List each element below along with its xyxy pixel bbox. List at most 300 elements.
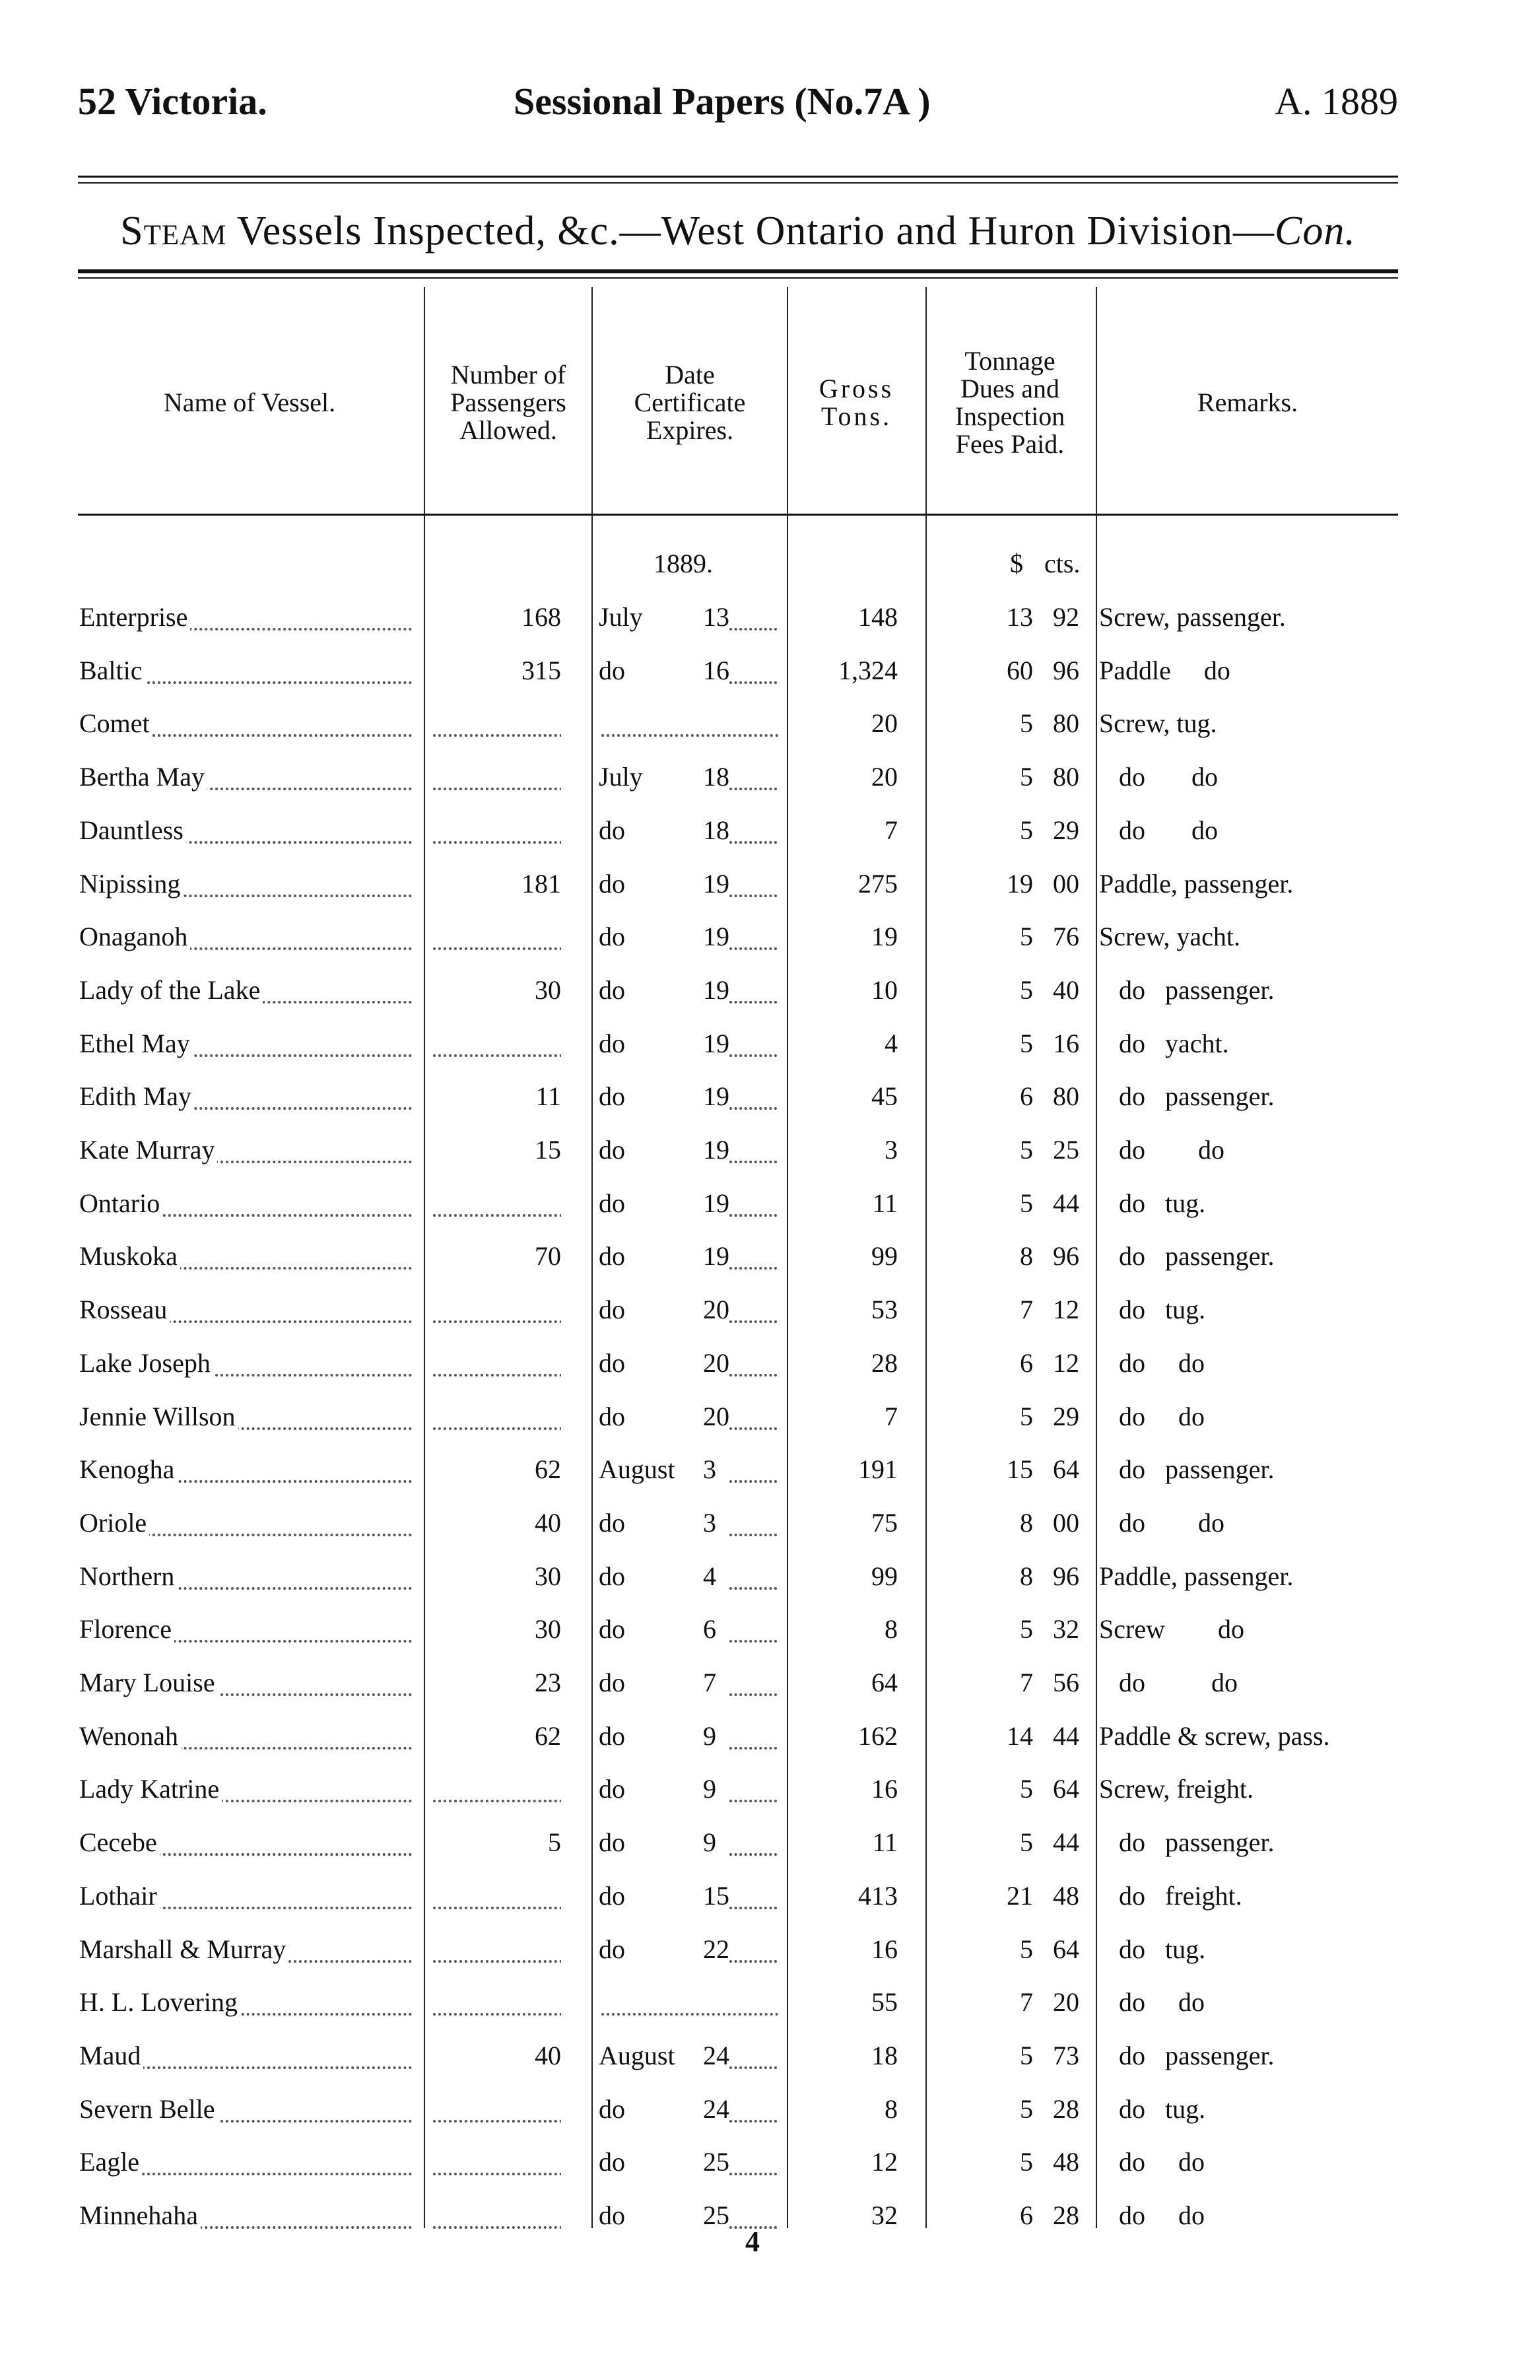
- remarks: do passenger.: [1099, 975, 1275, 1005]
- title-main: Vessels Inspected, &c.—West Ontario and Huron Division—: [226, 209, 1275, 254]
- dot-leader: [729, 1267, 777, 1270]
- vessel-name-text: Edith May: [79, 1081, 194, 1111]
- date-cell: [597, 591, 782, 644]
- passengers-cell: [429, 751, 587, 803]
- vessel-name-text: Onaganoh: [79, 922, 190, 951]
- vessel-name-text: Northern: [79, 1561, 177, 1591]
- remarks: Screw do: [1099, 1614, 1244, 1644]
- table-row: [0, 2083, 1540, 2136]
- table-row: [0, 1870, 1540, 1922]
- passengers-value: 15: [535, 1135, 587, 1165]
- table-row: [0, 751, 1540, 803]
- date-month: do: [599, 975, 625, 1005]
- passengers-value: [561, 1348, 587, 1378]
- date-day: 9: [703, 1721, 716, 1751]
- date-month: do: [599, 922, 625, 951]
- dues-cell: [931, 644, 1079, 697]
- vessel-name: [79, 697, 416, 750]
- passengers-cell: [429, 1976, 587, 2029]
- date-month: do: [599, 1135, 625, 1165]
- dot-leader: [729, 1374, 777, 1377]
- gross-tons: 12: [871, 2147, 898, 2177]
- passengers-cell: [429, 1870, 587, 1922]
- dues-dollars: 19: [1007, 869, 1033, 899]
- dues-cents: 80: [1053, 762, 1079, 792]
- dues-dollars: 5: [1020, 2147, 1033, 2177]
- date-day: 24: [703, 2094, 729, 2124]
- dot-leader: [729, 1534, 777, 1536]
- remarks: Paddle & screw, pass.: [1099, 1721, 1330, 1751]
- passengers-value: [561, 2200, 587, 2230]
- passengers-value: 30: [535, 975, 587, 1005]
- dues-cents: 29: [1053, 815, 1079, 845]
- date-day: 20: [703, 1295, 729, 1324]
- vessel-name-text: Severn Belle: [79, 2094, 218, 2124]
- gross-tons: 99: [871, 1561, 898, 1591]
- dues-cell: [931, 1550, 1079, 1603]
- table-row: [0, 2136, 1540, 2189]
- vessel-name: [79, 2189, 416, 2242]
- date-day: 3: [703, 1454, 716, 1484]
- passengers-cell: [429, 1124, 587, 1176]
- date-cell: [597, 697, 782, 750]
- remarks: Paddle do: [1099, 656, 1230, 685]
- dues-cents: 29: [1053, 1402, 1079, 1431]
- remarks: do do: [1099, 1402, 1205, 1431]
- passengers-value: [561, 1295, 587, 1324]
- gross-tons: 32: [871, 2200, 898, 2230]
- vessel-name-text: H. L. Lovering: [79, 1987, 240, 2017]
- passengers-value: [561, 1881, 587, 1911]
- passengers-value: [561, 2094, 587, 2124]
- vessel-name: [79, 1124, 416, 1176]
- date-month: do: [599, 1295, 625, 1324]
- gross-tons: 10: [871, 975, 898, 1005]
- table-row: [0, 697, 1540, 750]
- table-row: [0, 1816, 1540, 1869]
- remarks: Paddle, passenger.: [1099, 869, 1294, 899]
- passengers-cell: [429, 1603, 587, 1656]
- dues-cell: [931, 1443, 1079, 1496]
- dues-cents: 73: [1053, 2041, 1079, 2070]
- date-month: do: [599, 1188, 625, 1218]
- column-header-gross: Gross Tons.: [819, 374, 894, 431]
- dues-cell: [931, 1124, 1079, 1176]
- gross-tons: 64: [871, 1668, 898, 1697]
- date-cell: [597, 964, 782, 1017]
- column-header-dues: Tonnage Dues and Inspection Fees Paid.: [954, 346, 1065, 459]
- gross-tons: 28: [871, 1348, 898, 1378]
- vessel-name-text: Kenogha: [79, 1454, 177, 1484]
- dues-dollars: 7: [1020, 1295, 1033, 1324]
- vessel-name: [79, 751, 416, 803]
- date-cell: [597, 1923, 782, 1976]
- vessel-name: [79, 2083, 416, 2136]
- remarks: Screw, tug.: [1099, 708, 1217, 738]
- dues-cell: [931, 697, 1079, 750]
- date-month: do: [599, 2147, 625, 2177]
- passengers-value: 168: [521, 602, 587, 632]
- dues-cell: [931, 1017, 1079, 1070]
- vessel-name: [79, 1763, 416, 1816]
- date-day: 9: [703, 1827, 716, 1857]
- date-day: 20: [703, 1402, 729, 1431]
- vessel-name-text: Jennie Willson: [79, 1402, 238, 1431]
- dues-cell: [931, 2083, 1079, 2136]
- dues-cents: 92: [1053, 602, 1079, 632]
- passengers-cell: [429, 910, 587, 963]
- passengers-value: [561, 1934, 587, 1964]
- passengers-cell: [429, 1550, 587, 1603]
- vessel-name-text: Mary Louise: [79, 1668, 218, 1697]
- gross-tons: 20: [871, 708, 898, 738]
- date-month: do: [599, 1508, 625, 1538]
- dues-dollars: 5: [1020, 815, 1033, 845]
- dues-dollars: 21: [1007, 1881, 1033, 1911]
- date-day: 6: [703, 1614, 716, 1644]
- dues-cell: [931, 910, 1079, 963]
- passengers-value: 23: [535, 1668, 587, 1697]
- vessel-name-text: Dauntless: [79, 815, 186, 845]
- dues-cell: [931, 591, 1079, 644]
- date-cell: [597, 2136, 782, 2189]
- date-month: do: [599, 1668, 625, 1697]
- dues-cell: [931, 1656, 1079, 1709]
- date-day: 19: [703, 1081, 729, 1111]
- date-month: do: [599, 1561, 625, 1591]
- dues-cents: 25: [1053, 1135, 1079, 1165]
- passengers-cell: [429, 1390, 587, 1443]
- date-month: do: [599, 815, 625, 845]
- vessel-name-text: Lothair: [79, 1881, 160, 1911]
- dot-leader: [729, 1001, 777, 1003]
- dues-cell: [931, 751, 1079, 803]
- title-rule-1: [78, 269, 1398, 273]
- passengers-cell: [429, 1337, 587, 1390]
- gross-tons: 11: [872, 1188, 898, 1218]
- dues-dollars: 7: [1020, 1987, 1033, 2017]
- dollars-unit: $: [1010, 549, 1023, 578]
- gross-tons: 148: [858, 602, 898, 632]
- header-rule-2: [78, 182, 1398, 184]
- column-header-remarks: Remarks.: [1197, 388, 1298, 417]
- passengers-cell: [429, 1070, 587, 1123]
- gross-tons: 8: [885, 1614, 898, 1644]
- vessel-name: [79, 591, 416, 644]
- vessel-name-text: Oriole: [79, 1508, 149, 1538]
- remarks: do passenger.: [1099, 1241, 1275, 1271]
- gross-tons: 19: [871, 922, 898, 951]
- passengers-value: [561, 815, 587, 845]
- vessel-name: [79, 1923, 416, 1976]
- table-row: [0, 1710, 1540, 1763]
- date-month: do: [599, 1241, 625, 1271]
- date-cell: [597, 2083, 782, 2136]
- date-month: do: [599, 1081, 625, 1111]
- vessel-name-text: Cecebe: [79, 1827, 160, 1857]
- vessel-name: [79, 644, 416, 697]
- remarks: do do: [1099, 1987, 1205, 2017]
- vessel-name-text: Minnehaha: [79, 2200, 201, 2230]
- date-day: 20: [703, 1348, 729, 1378]
- dues-dollars: 5: [1020, 708, 1033, 738]
- dues-cents: 80: [1053, 1081, 1079, 1111]
- passengers-cell: [429, 1816, 587, 1869]
- date-month: do: [599, 1721, 625, 1751]
- dues-dollars: 5: [1020, 1827, 1033, 1857]
- date-month: do: [599, 1881, 625, 1911]
- table-row: [0, 804, 1540, 857]
- dues-dollars: 6: [1020, 2200, 1033, 2230]
- passengers-cell: [429, 2029, 587, 2082]
- date-cell: [597, 1497, 782, 1549]
- passengers-value: 40: [535, 2041, 587, 2070]
- vessel-name-text: Eagle: [79, 2147, 142, 2177]
- dot-leader: [729, 2120, 777, 2123]
- dues-cell: [931, 1070, 1079, 1123]
- passengers-cell: [429, 2136, 587, 2189]
- dot-leader: [729, 1480, 777, 1483]
- date-month: do: [599, 2094, 625, 2124]
- dot-leader: [729, 947, 777, 950]
- dues-cell: [931, 1816, 1079, 1869]
- date-month: July: [599, 762, 643, 792]
- remarks: Paddle, passenger.: [1099, 1561, 1294, 1591]
- gross-tons: 413: [858, 1881, 898, 1911]
- vessel-name: [79, 910, 416, 963]
- dues-dollars: 8: [1020, 1508, 1033, 1538]
- passengers-cell: [429, 1763, 587, 1816]
- passengers-cell: [429, 1017, 587, 1070]
- dues-dollars: 8: [1020, 1561, 1033, 1591]
- dot-leader: [601, 734, 778, 737]
- dot-leader: [729, 895, 777, 897]
- passengers-value: 70: [535, 1241, 587, 1271]
- dues-cents: 64: [1053, 1934, 1079, 1964]
- passengers-value: [561, 2147, 587, 2177]
- dues-cell: [931, 1870, 1079, 1922]
- date-cell: [597, 858, 782, 910]
- dues-cell: [931, 964, 1079, 1017]
- vessel-name-text: Ontario: [79, 1188, 162, 1218]
- dues-cents: 00: [1053, 1508, 1079, 1538]
- dues-cell: [931, 1603, 1079, 1656]
- gross-tons: 8: [885, 2094, 898, 2124]
- title-smallcaps: Steam: [120, 209, 227, 254]
- date-month: do: [599, 656, 625, 685]
- passengers-value: 315: [521, 656, 587, 685]
- passengers-value: [561, 1402, 587, 1431]
- column-header-rule: [78, 514, 1398, 516]
- passengers-cell: [429, 644, 587, 697]
- table-row: [0, 1763, 1540, 1816]
- passengers-value: [561, 1774, 587, 1804]
- date-month: July: [599, 602, 643, 632]
- date-cell: [597, 1710, 782, 1763]
- date-cell: [597, 751, 782, 803]
- vessel-name: [79, 1603, 416, 1656]
- remarks: do freight.: [1099, 1881, 1242, 1911]
- passengers-cell: [429, 2189, 587, 2242]
- gross-tons: 20: [871, 762, 898, 792]
- dues-dollars: 5: [1020, 1029, 1033, 1058]
- date-cell: [597, 1283, 782, 1336]
- remarks: do do: [1099, 1508, 1224, 1538]
- table-row: [0, 1017, 1540, 1070]
- vessel-name-text: Kate Murray: [79, 1135, 217, 1165]
- gross-tons: 75: [871, 1508, 898, 1538]
- table-row: [0, 1923, 1540, 1976]
- date-cell: [597, 1017, 782, 1070]
- remarks: Screw, freight.: [1099, 1774, 1254, 1804]
- table-row: [0, 644, 1540, 697]
- vessel-name-text: Lady of the Lake: [79, 975, 263, 1005]
- dot-leader: [729, 1853, 777, 1856]
- date-day: 19: [703, 922, 729, 951]
- gross-tons: 162: [858, 1721, 898, 1751]
- dues-cents: 96: [1053, 656, 1079, 685]
- date-cell: [597, 1656, 782, 1709]
- gross-tons: 11: [872, 1827, 898, 1857]
- date-cell: [597, 1976, 782, 2029]
- table-row: [0, 2029, 1540, 2082]
- title-rule-2: [78, 277, 1398, 279]
- date-cell: [597, 1550, 782, 1603]
- dues-cents: 96: [1053, 1561, 1079, 1591]
- date-cell: [597, 1070, 782, 1123]
- passengers-cell: [429, 1230, 587, 1283]
- table-row: [0, 1550, 1540, 1603]
- table-row: [0, 1124, 1540, 1176]
- date-day: 25: [703, 2200, 729, 2230]
- table-row: [0, 1283, 1540, 1336]
- passengers-cell: [429, 697, 587, 750]
- header-papers: Sessional Papers (No.7A ): [514, 80, 931, 123]
- dues-dollars: 6: [1020, 1081, 1033, 1111]
- remarks: do passenger.: [1099, 1081, 1275, 1111]
- date-month: do: [599, 1827, 625, 1857]
- table-row: [0, 1603, 1540, 1656]
- table-row: [0, 1070, 1540, 1123]
- date-month: do: [599, 1348, 625, 1378]
- remarks: do do: [1099, 1348, 1205, 1378]
- dues-cents: 16: [1053, 1029, 1079, 1058]
- passengers-value: [561, 1987, 587, 2017]
- dot-leader: [729, 2066, 777, 2069]
- dues-cents: 80: [1053, 708, 1079, 738]
- gross-tons: 7: [885, 815, 898, 845]
- vessel-name: [79, 1230, 416, 1283]
- dues-dollars: 5: [1020, 762, 1033, 792]
- passengers-value: 30: [535, 1614, 587, 1644]
- passengers-value: 5: [548, 1827, 587, 1857]
- date-cell: [597, 1816, 782, 1869]
- table-row: [0, 1177, 1540, 1230]
- vessel-name: [79, 1656, 416, 1709]
- table-row: [0, 1656, 1540, 1709]
- passengers-value: [561, 708, 587, 738]
- dues-dollars: 5: [1020, 2094, 1033, 2124]
- dues-cents: 12: [1053, 1348, 1079, 1378]
- vessel-name-text: Maud: [79, 2041, 143, 2070]
- vessel-name: [79, 1017, 416, 1070]
- passengers-value: 62: [535, 1454, 587, 1484]
- header-session: 52 Victoria.: [78, 80, 267, 123]
- dues-cents: 12: [1053, 1295, 1079, 1324]
- dues-cell: [931, 1283, 1079, 1336]
- page-title: [78, 208, 1398, 255]
- dues-cell: [931, 2029, 1079, 2082]
- dues-cell: [931, 858, 1079, 910]
- vessel-name-text: Muskoka: [79, 1241, 180, 1271]
- dues-cell: [931, 1177, 1079, 1230]
- vessel-name: [79, 1710, 416, 1763]
- dues-cell: [931, 2136, 1079, 2189]
- dues-dollars: 15: [1007, 1454, 1033, 1484]
- dot-leader: [729, 1693, 777, 1696]
- dot-leader: [729, 1427, 777, 1430]
- date-cell: [597, 804, 782, 857]
- passengers-cell: [429, 2083, 587, 2136]
- date-day: 24: [703, 2041, 729, 2070]
- dues-dollars: 5: [1020, 1402, 1033, 1431]
- dot-leader: [729, 1107, 777, 1110]
- dot-leader: [729, 841, 777, 844]
- dues-cents: 28: [1053, 2200, 1079, 2230]
- dues-cell: [931, 1497, 1079, 1549]
- remarks: do tug.: [1099, 1295, 1206, 1324]
- remarks: do tug.: [1099, 2094, 1206, 2124]
- dues-cell: [931, 1390, 1079, 1443]
- dues-cents: 76: [1053, 922, 1079, 951]
- dues-cents: 56: [1053, 1668, 1079, 1697]
- date-day: 19: [703, 1188, 729, 1218]
- vessel-name-text: Enterprise: [79, 602, 190, 632]
- remarks: do passenger.: [1099, 1454, 1275, 1484]
- table-row: [0, 910, 1540, 963]
- dues-dollars: 60: [1007, 656, 1033, 685]
- dues-cents: 20: [1053, 1987, 1079, 2017]
- dot-leader: [729, 1640, 777, 1643]
- dues-dollars: 5: [1020, 1614, 1033, 1644]
- dues-dollars: 7: [1020, 1668, 1033, 1697]
- passengers-cell: [429, 591, 587, 644]
- vessel-name: [79, 1497, 416, 1549]
- vessel-name-text: Lady Katrine: [79, 1774, 222, 1804]
- vessel-name: [79, 2136, 416, 2189]
- date-day: 19: [703, 1241, 729, 1271]
- vessel-name-text: Ethel May: [79, 1029, 193, 1058]
- date-cell: [597, 1337, 782, 1390]
- passengers-value: [561, 922, 587, 951]
- passengers-value: 40: [535, 1508, 587, 1538]
- vessel-name: [79, 1390, 416, 1443]
- year-unit: 1889.: [653, 549, 713, 578]
- remarks: Screw, passenger.: [1099, 602, 1286, 632]
- remarks: do passenger.: [1099, 2041, 1275, 2070]
- date-month: do: [599, 1934, 625, 1964]
- dot-leader: [729, 1907, 777, 1909]
- passengers-cell: [429, 1923, 587, 1976]
- date-day: 25: [703, 2147, 729, 2177]
- dues-dollars: 5: [1020, 1934, 1033, 1964]
- vessel-name: [79, 1070, 416, 1123]
- dues-cents: 40: [1053, 975, 1079, 1005]
- vessel-name-text: Baltic: [79, 656, 145, 685]
- date-cell: [597, 1870, 782, 1922]
- remarks: do do: [1099, 815, 1218, 845]
- table-row: [0, 964, 1540, 1017]
